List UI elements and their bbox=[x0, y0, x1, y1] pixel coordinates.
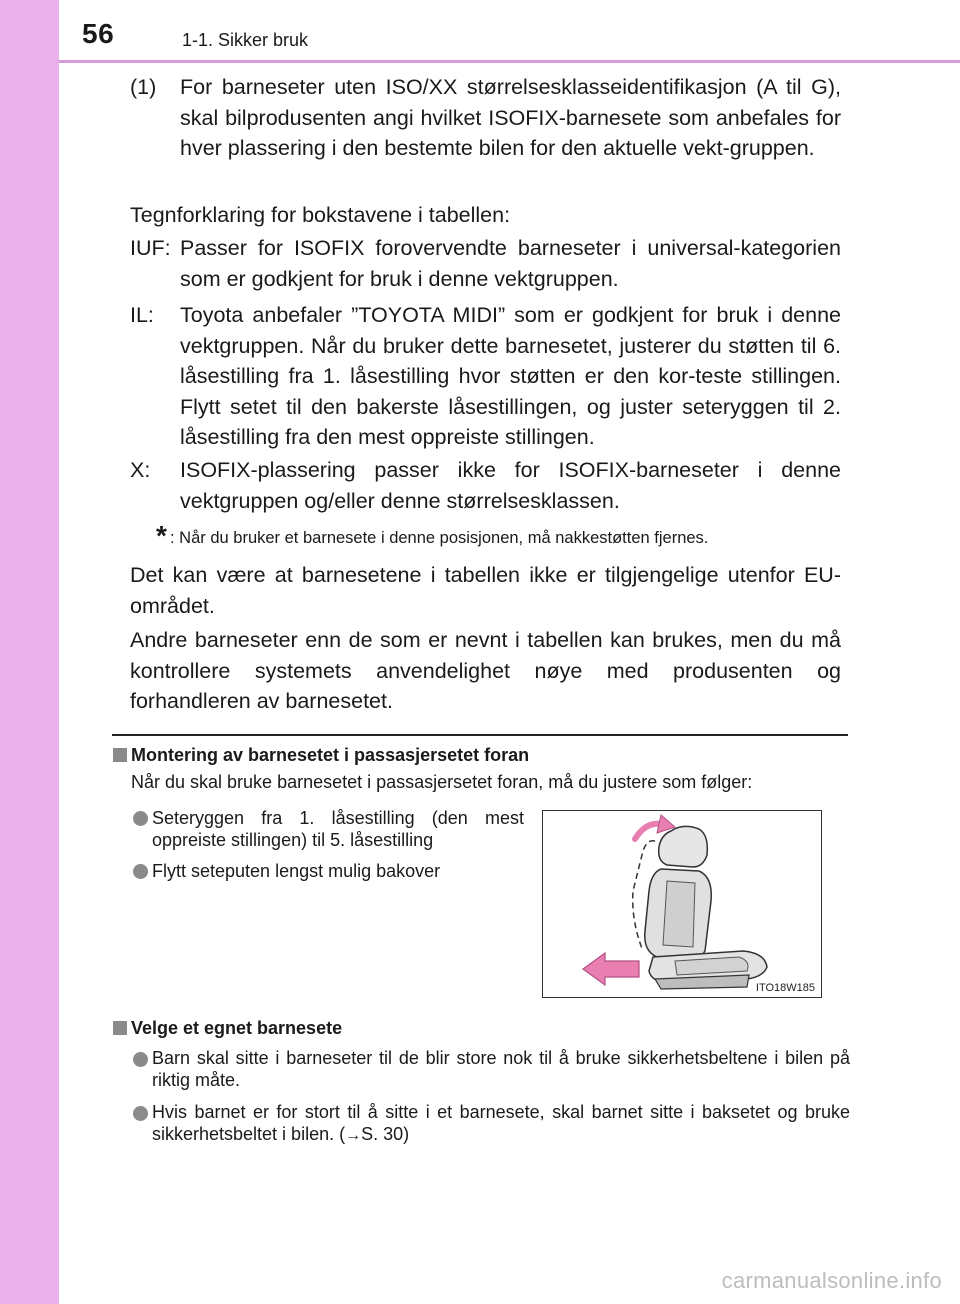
section-divider bbox=[112, 734, 848, 736]
bullet-dot bbox=[133, 1052, 148, 1067]
section-title: 1-1. Sikker bruk bbox=[182, 30, 309, 50]
note-1-text: For barneseter uten ISO/XX størrelsesklasseidentifikasjon (A til G), skal bilprodusenten angi hvilket ISOFIX-barnesete som anbefales for hver plassering i den bestemte bilen for den aktuelle vekt-gruppen. bbox=[180, 75, 841, 160]
page-ref-arrow-icon: → bbox=[345, 1127, 362, 1144]
section-heading-choose-seat: Velge et egnet barnesete bbox=[131, 1018, 343, 1038]
il-label: IL: bbox=[130, 303, 154, 327]
front-seat-intro: Når du skal bruke barnesetet i passasjersetet foran, må du justere som følger: bbox=[131, 772, 753, 792]
note-1-label: (1) bbox=[130, 75, 157, 99]
x-text: ISOFIX-plassering passer ikke for ISOFIX-barneseter i denne vektgruppen og/eller denne størrelsesklassen. bbox=[180, 458, 841, 513]
bullet-dot bbox=[133, 1106, 148, 1121]
figure-code: ITO18W185 bbox=[755, 982, 815, 994]
il-text: Toyota anbefaler ”TOYOTA MIDI” som er godkjent for bruk i denne vektgruppen. Når du bruker dette barnesetet, justerer du støtten til 6. låsestilling fra 1. låsestilling hvor støtten er den kor-teste stillingen. Flytt setet til den bakerste låsestillingen, og juster seteryggen til 2. låsestilling fra den mest oppreiste stillingen. bbox=[180, 303, 841, 449]
section-marker-square bbox=[113, 1021, 127, 1035]
front-seat-bullet-2: Flytt seteputen lengst mulig bakover bbox=[152, 861, 441, 881]
watermark: carmanualsonline.info bbox=[721, 1268, 942, 1293]
choose-seat-bullet-2 bbox=[152, 1101, 850, 1147]
car-seat-icon bbox=[543, 811, 820, 996]
section-heading-front-seat: Montering av barnesetet i passasjersetet foran bbox=[131, 745, 530, 765]
front-seat-bullet-1: Seteryggen fra 1. låsestilling (den mest oppreiste stillingen) til 5. låsestilling bbox=[152, 808, 524, 850]
x-label: X: bbox=[130, 458, 151, 482]
page-ref-link[interactable]: S. 30) bbox=[361, 1124, 410, 1144]
footnote-mark: * bbox=[156, 520, 167, 551]
footnote-text: : Når du bruker et barnesete i denne posisjonen, må nakkestøtten fjernes. bbox=[170, 529, 709, 547]
paragraph-other-seats: Andre barneseter enn de som er nevnt i tabellen kan brukes, men du må kontrollere systemets anvendelighet nøye med produsenten og forhandleren av barnesetet. bbox=[130, 628, 841, 713]
bullet-dot bbox=[133, 811, 148, 826]
paragraph-availability: Det kan være at barnesetene i tabellen ikke er tilgjengelige utenfor EU-området. bbox=[130, 563, 841, 618]
page-number: 56 bbox=[82, 18, 115, 49]
iuf-label: IUF: bbox=[130, 236, 171, 260]
choose-seat-bullet-2-text: Hvis barnet er for stort til å sitte i et barnesete, skal barnet sitte i baksetet og bruke sikkerhetsbeltet i bilen. ( bbox=[152, 1102, 850, 1144]
iuf-text: Passer for ISOFIX forovervendte barneseter i universal-kategorien som er godkjent for bruk i denne vektgruppen. bbox=[180, 236, 841, 291]
bullet-dot bbox=[133, 864, 148, 879]
section-marker-square bbox=[113, 748, 127, 762]
choose-seat-bullet-1: Barn skal sitte i barneseter til de blir store nok til å bruke sikkerhetsbeltene i bilen på riktig måte. bbox=[152, 1048, 850, 1090]
legend-intro: Tegnforklaring for bokstavene i tabellen: bbox=[130, 203, 511, 227]
seat-illustration bbox=[542, 810, 822, 998]
